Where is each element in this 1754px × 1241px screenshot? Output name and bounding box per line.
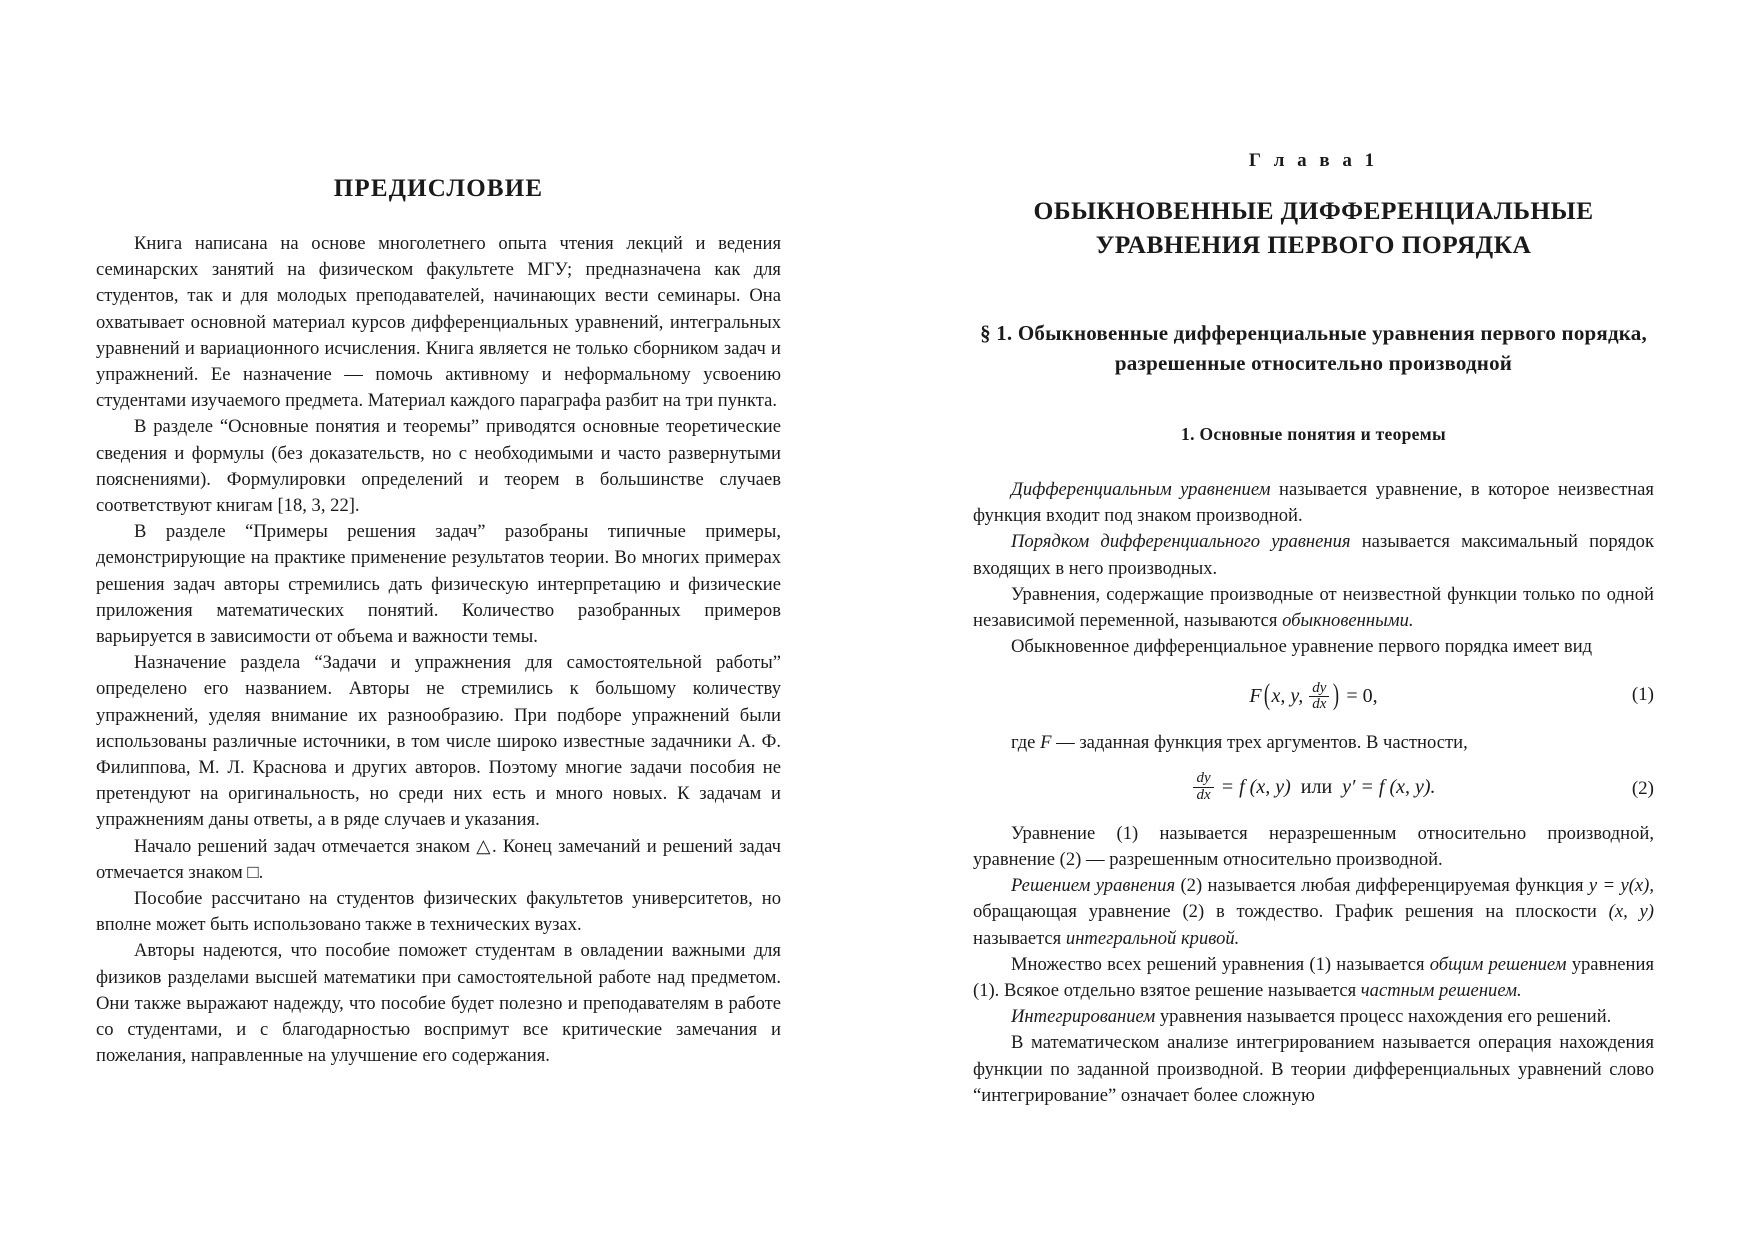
paragraph: Назначение раздела “Задачи и упражнения для самостоятельной работы” определено его названием. Авторы не стремились к большому количеству упражнений, уделяя внимание их разнообразию. При подборе упражнений были использованы различные источники, в том числе широко известные задачники А. Ф. Филиппова, М. Л. Краснова и других авторов. Поэтому многие задачи пособия не претендуют на оригинальность, но среди них есть и много новых. К задачам и упражнениям даны ответы, а в ряде случаев и указания.: [96, 652, 781, 831]
right-page: [877, 0, 1754, 1241]
paragraph-text: Множество всех решений уравнения (1) называется: [1011, 953, 1430, 975]
paragraph: [973, 582, 1654, 634]
term-general-solution: общим решением: [1429, 953, 1567, 975]
paragraph-text: уравнения называется процесс нахождения его решений.: [1155, 1006, 1612, 1028]
chapter-label: Г л а в а 1: [1248, 150, 1379, 171]
formula-2-right: y′ = f (x, y).: [1342, 776, 1436, 799]
fraction-denominator: dx: [1309, 696, 1329, 713]
paragraph: Начало решений задач отмечается знаком △. Конец замечаний и решений задач отмечается знаком □.: [96, 835, 781, 883]
paragraph: [973, 730, 1654, 756]
paragraph: В разделе “Основные понятия и теоремы” приводятся основные теоретические сведения и формулы (без доказательств, но с необходимыми и часто развернутыми пояснениями). Формулировки определений и теорем в большинстве случаев соответствуют книгам [18, 3, 22].: [96, 416, 781, 517]
formula-2-number: (2): [1631, 777, 1654, 799]
formula-2-conjunction: или: [1300, 776, 1333, 799]
math-xy-plane: (x, y): [1608, 901, 1654, 923]
term-integral-curve: интегральной кривой.: [1065, 927, 1240, 949]
paragraph-text: называется: [973, 927, 1066, 949]
formula-1-function: F: [1249, 685, 1262, 708]
derivative-fraction: [1193, 771, 1213, 804]
paragraph: В разделе “Примеры решения задач” разобраны типичные примеры, демонстрирующие на практике применение результатов теории. Во многих примерах решения задач авторы стремились дать физическую интерпретацию и физические приложения математических понятий. Количество разобранных примеров варьируется в зависимости от объема и важности темы.: [96, 521, 781, 648]
page-title: ПРЕДИСЛОВИЕ: [333, 175, 544, 202]
paragraph: Книга написана на основе многолетнего опыта чтения лекций и ведения семинарских занятий на физическом факультете МГУ; предназначена как для студентов, так и для молодых преподавателей, начинающих вести семинары. Она охватывает основной материал курсов дифференциальных уравнений, интегральных уравнений и вариационного исчисления. Книга является не только сборником задач и упражнений. Ее назначение — помочь активному и неформальному усвоению студентами изучаемого предмета. Материал каждого параграфа разбит на три пункта.: [96, 233, 781, 412]
formula-1-args: x, y,: [1271, 685, 1304, 708]
math-y-of-x: y = y(x): [1588, 875, 1650, 897]
right-paren-icon: ): [1333, 678, 1340, 712]
term-integration: Интегрированием: [1011, 1006, 1156, 1028]
paragraph-text: называется максимальный порядок входящих в него производных.: [973, 531, 1654, 579]
paragraph-text: — заданная функция трех аргументов. В частности,: [1051, 732, 1468, 754]
term-solution: Решением уравнения: [1011, 875, 1176, 897]
formula-2-mid: = f (x, y): [1220, 776, 1291, 799]
term-particular-solution: частным решением.: [1360, 980, 1522, 1001]
formula-2: [973, 772, 1654, 805]
derivative-fraction: [1309, 681, 1329, 714]
paragraph-text: где: [1011, 732, 1041, 754]
paragraph: Авторы надеются, что пособие поможет студентам в овладении важными для физиков разделами высшей математики при самостоятельной работе над предметом. Они также выражают надежду, что пособие будет полезно и преподавателям в работе со студентами, и с благодарностью воспримут все критические замечания и пожелания, направленные на улучшение его содержания.: [96, 940, 781, 1067]
term-ordinary: обыкновенными.: [1282, 610, 1414, 632]
paragraph: Обыкновенное дифференциальное уравнение первого порядка имеет вид: [1011, 636, 1593, 658]
paragraph: Уравнение (1) называется неразрешенным относительно производной, уравнение (2) — разрешенным относительно производной.: [973, 822, 1654, 870]
paragraph: [973, 873, 1654, 952]
term-order: Порядком дифференциального уравнения: [1011, 531, 1351, 553]
paragraph-text: (2) называется любая дифференцируемая функция: [1175, 875, 1589, 897]
subsection-title: 1. Основные понятия и теоремы: [1181, 424, 1446, 444]
paragraph: [973, 952, 1654, 1004]
fraction-numerator: dy: [1312, 679, 1327, 696]
paragraph-text: уравнения (1). Всякое отдельно взятое решение называется: [973, 953, 1654, 1001]
formula-1: [973, 676, 1654, 714]
fraction-numerator: dy: [1196, 770, 1211, 787]
paragraph: [973, 529, 1654, 581]
formula-1-tail: = 0,: [1346, 685, 1378, 708]
symbol-F: F: [1040, 732, 1052, 754]
left-paren-icon: (: [1263, 678, 1270, 712]
formula-1-number: (1): [1631, 684, 1654, 706]
fraction-denominator: dx: [1193, 787, 1213, 804]
paragraph: [973, 477, 1654, 529]
paragraph-text: , обращающая уравнение (2) в тождество. График решения на плоскости: [973, 875, 1654, 923]
paragraph-text: Уравнения, содержащие производные от неизвестной функции только по одной независимой переменной, называются: [973, 583, 1654, 632]
section-title: § 1. Обыкновенные дифференциальные уравнения первого порядка, разрешенные относительно производной: [980, 321, 1647, 375]
paragraph: В математическом анализе интегрированием называется операция нахождения функции по заданной производной. В теории дифференциальных уравнений слово “интегрирование” означает более сложную: [973, 1032, 1654, 1106]
paragraph-text: называется уравнение, в которое неизвестная функция входит под знаком производной.: [973, 479, 1654, 527]
paragraph: [973, 1004, 1654, 1030]
term-differential-equation: Дифференциальным уравнением: [1011, 479, 1271, 500]
paragraph: Пособие рассчитано на студентов физических факультетов университетов, но вполне может быть использовано также в технических вузах.: [96, 888, 781, 936]
chapter-title: ОБЫКНОВЕННЫЕ ДИФФЕРЕНЦИАЛЬНЫЕ УРАВНЕНИЯ ПЕРВОГО ПОРЯДКА: [1033, 196, 1594, 259]
